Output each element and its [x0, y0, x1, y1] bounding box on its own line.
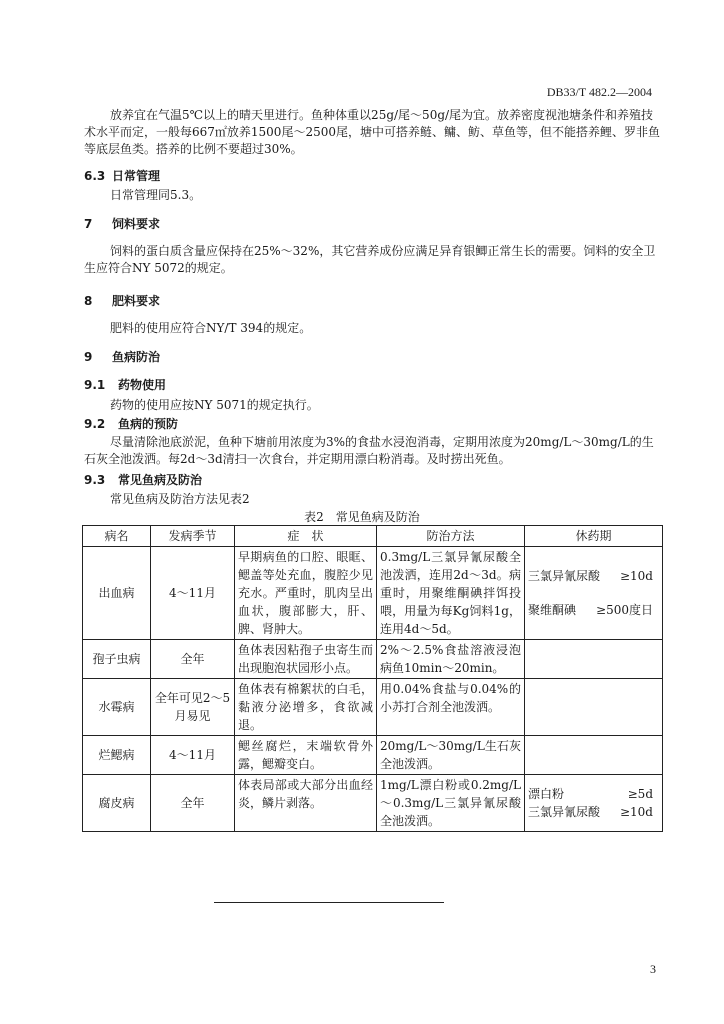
table-header-row: [83, 526, 663, 547]
heading-number: 9.1: [84, 378, 106, 392]
heading-number: 9: [84, 350, 93, 364]
disease-name: 孢子虫病: [83, 640, 151, 679]
heading-number: 9.3: [84, 473, 106, 487]
heading-number: 9.2: [84, 417, 106, 431]
heading-title: 肥料要求: [112, 294, 161, 308]
disease-name: 腐皮病: [83, 775, 151, 832]
drug-days: ≥500度日: [596, 603, 653, 617]
withdrawal-item: [528, 785, 659, 803]
intro-paragraph: 放养宜在气温5℃以上的晴天里进行。鱼种体重以25g/尾～50g/尾为宜。放养密度视池塘条件和养殖技术水平而定，一般每667㎡放养1500尾～2500尾，塘中可搭养鲢、鳙、鲂、草鱼等，但不能搭养鲤、罗非鱼等底层鱼类。搭养的比例不要超过30%。: [84, 108, 660, 156]
withdrawal-period: [525, 547, 663, 640]
end-rule: [214, 902, 444, 903]
drug-days: ≥10d: [619, 805, 653, 819]
disease-season: 全年可见2～5月易见: [151, 679, 235, 736]
column-header: 症 状: [235, 526, 377, 547]
disease-treatment: 0.3mg/L三氯异氰尿酸全池泼洒，连用2d～3d。病重时，用聚维酮碘拌饵投喂，用量为每Kg饲料1g，连用4d～5d。: [377, 547, 525, 640]
heading-8: [84, 292, 160, 309]
withdrawal-period: [525, 640, 663, 679]
disease-season: 4～11月: [151, 736, 235, 775]
disease-symptom: 鱼体表有棉絮状的白毛，黏液分泌增多，食欲减退。: [235, 679, 377, 736]
withdrawal-period: [525, 775, 663, 832]
disease-treatment: 1mg/L漂白粉或0.2mg/L～0.3mg/L三氯异氰尿酸全池泼洒。: [377, 775, 525, 832]
paragraph-7: 饲料的蛋白质含量应保持在25%～32%，其它营养成份应满足异育银鲫正常生长的需要。饲料的安全卫生应符合NY 5072的规定。: [84, 244, 656, 275]
withdrawal-item: [528, 567, 659, 585]
drug-name: 三氯异氰尿酸: [528, 569, 601, 583]
standard-number: DB33/T 482.2—2004: [546, 85, 652, 99]
heading-title: 常见鱼病及防治: [118, 473, 203, 487]
paragraph-6-3: 日常管理同5.3。: [110, 188, 202, 202]
disease-season: 4～11月: [151, 547, 235, 640]
table-row: [83, 679, 663, 736]
withdrawal-item: [528, 803, 659, 821]
page-number: 3: [650, 962, 656, 976]
disease-season: 全年: [151, 640, 235, 679]
heading-7: [84, 215, 160, 232]
paragraph-9-2: 尽量清除池底淤泥，鱼种下塘前用浓度为3%的食盐水浸泡消毒，定期用浓度为20mg/L～30mg/L的生石灰全池泼洒。每2d～3d清扫一次食台，并定期用漂白粉消毒。及时捞出死鱼。: [84, 435, 654, 466]
column-header: 防治方法: [377, 526, 525, 547]
heading-9: [84, 348, 160, 365]
table-row: [83, 736, 663, 775]
table-row: [83, 640, 663, 679]
heading-number: 6.3: [84, 169, 106, 183]
disease-name: 出血病: [83, 547, 151, 640]
heading-title: 日常管理: [112, 169, 161, 183]
withdrawal-item: [528, 601, 659, 619]
heading-6-3: [84, 167, 160, 184]
heading-title: 鱼病防治: [112, 350, 161, 364]
column-header: 休药期: [525, 526, 663, 547]
disease-symptom: 鳃丝腐烂，末端软骨外露，鳃瓣变白。: [235, 736, 377, 775]
disease-season: 全年: [151, 775, 235, 832]
paragraph-9-3: 常见鱼病及防治方法见表2: [110, 492, 250, 506]
drug-name: 漂白粉: [528, 787, 565, 801]
column-header: 病名: [83, 526, 151, 547]
drug-name: 聚维酮碘: [528, 603, 577, 617]
disease-treatment: 2%～2.5%食盐溶液浸泡病鱼10min～20min。: [377, 640, 525, 679]
disease-symptom: 早期病鱼的口腔、眼眶、鳃盖等处充血，腹腔少见充水。严重时，肌肉呈出血状，腹部膨大，肝、脾、肾肿大。: [235, 547, 377, 640]
disease-symptom: 体表局部或大部分出血经炎，鳞片剥落。: [235, 775, 377, 832]
heading-title: 鱼病的预防: [118, 417, 179, 431]
table-row: [83, 547, 663, 640]
disease-treatment: 20mg/L～30mg/L生石灰全池泼洒。: [377, 736, 525, 775]
drug-name: 三氯异氰尿酸: [528, 805, 601, 819]
table-row: [83, 775, 663, 832]
paragraph-9-1: 药物的使用应按NY 5071的规定执行。: [110, 398, 319, 412]
disease-symptom: 鱼体表因粘孢子虫寄生而出现胞泡状园形小点。: [235, 640, 377, 679]
heading-number: 7: [84, 217, 93, 231]
fish-disease-table: [82, 525, 663, 832]
paragraph-8: 肥料的使用应符合NY/T 394的规定。: [110, 321, 312, 335]
disease-treatment: 用0.04%食盐与0.04%的小苏打合剂全池泼洒。: [377, 679, 525, 736]
heading-9-3: [84, 471, 202, 488]
drug-days: ≥5d: [627, 787, 653, 801]
withdrawal-period: [525, 736, 663, 775]
heading-9-2: [84, 415, 178, 432]
disease-name: 烂鳃病: [83, 736, 151, 775]
heading-number: 8: [84, 294, 93, 308]
heading-title: 药物使用: [118, 378, 167, 392]
heading-9-1: [84, 376, 166, 393]
heading-title: 饲料要求: [112, 217, 161, 231]
disease-name: 水霉病: [83, 679, 151, 736]
column-header: 发病季节: [151, 526, 235, 547]
table-caption: 表2 常见鱼病及防治: [304, 510, 420, 524]
withdrawal-period: [525, 679, 663, 736]
drug-days: ≥10d: [619, 569, 653, 583]
